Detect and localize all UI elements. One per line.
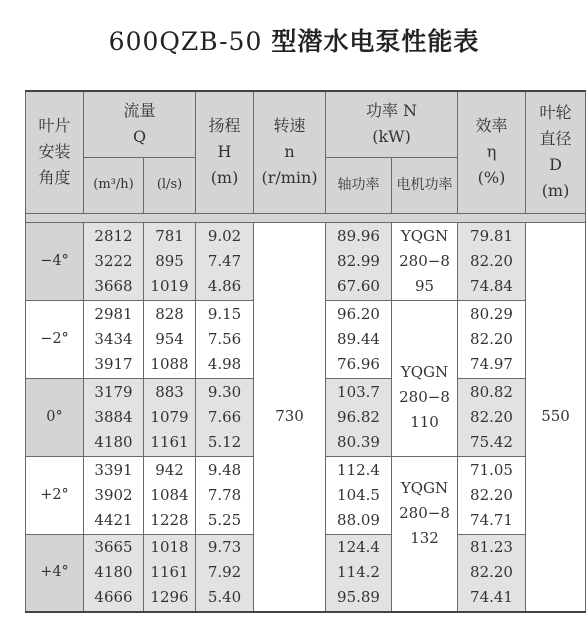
q-ls-cell: 781 895 1019	[144, 222, 196, 300]
header-motor-power: 电机功率	[392, 157, 458, 213]
header-impeller: 叶轮 直径 D (m)	[526, 91, 586, 213]
angle-cell: −4°	[26, 222, 84, 300]
q-ls-cell: 942 1084 1228	[144, 456, 196, 534]
impeller-value: 550	[526, 222, 586, 612]
header-speed: 转速 n (r/min)	[254, 91, 326, 213]
table-row	[26, 222, 586, 300]
angle-cell: 0°	[26, 378, 84, 456]
efficiency-cell: 79.81 82.20 74.84	[458, 222, 526, 300]
head-cell: 9.73 7.92 5.40	[196, 534, 254, 612]
motor-cell: YQGN 280−8 132	[392, 456, 458, 612]
efficiency-cell: 71.05 82.20 74.71	[458, 456, 526, 534]
motor-cell: YQGN 280−8 95	[392, 222, 458, 300]
q-m3h-cell: 3665 4180 4666	[84, 534, 144, 612]
efficiency-cell: 80.82 82.20 75.42	[458, 378, 526, 456]
q-ls-cell: 828 954 1088	[144, 300, 196, 378]
q-m3h-cell: 3391 3902 4421	[84, 456, 144, 534]
q-m3h-cell: 2812 3222 3668	[84, 222, 144, 300]
speed-value: 730	[254, 222, 326, 612]
efficiency-cell: 80.29 82.20 74.97	[458, 300, 526, 378]
page-title	[0, 22, 588, 58]
motor-cell: YQGN 280−8 110	[392, 300, 458, 456]
header-flow: 流量 Q	[84, 91, 196, 157]
header-power: 功率 N (kW)	[326, 91, 458, 157]
header-head: 扬程 H (m)	[196, 91, 254, 213]
header-shaft-power: 轴功率	[326, 157, 392, 213]
shaft-power-cell: 124.4 114.2 95.89	[326, 534, 392, 612]
header-flow-unit-m3: (m³/h)	[84, 157, 144, 213]
head-cell: 9.30 7.66 5.12	[196, 378, 254, 456]
angle-cell: −2°	[26, 300, 84, 378]
title-model: 600QZB-50	[108, 27, 263, 56]
angle-cell: +4°	[26, 534, 84, 612]
q-ls-cell: 883 1079 1161	[144, 378, 196, 456]
title-name: 型潜水电泵性能表	[271, 27, 480, 56]
header-blade-angle: 叶片 安装 角度	[26, 91, 84, 213]
head-cell: 9.48 7.78 5.25	[196, 456, 254, 534]
header-efficiency: 效率 η (%)	[458, 91, 526, 213]
shaft-power-cell: 112.4 104.5 88.09	[326, 456, 392, 534]
shaft-power-cell: 103.7 96.82 80.39	[326, 378, 392, 456]
shaft-power-cell: 89.96 82.99 67.60	[326, 222, 392, 300]
header-flow-unit-ls: (l/s)	[144, 157, 196, 213]
performance-table	[25, 90, 586, 613]
efficiency-cell: 81.23 82.20 74.41	[458, 534, 526, 612]
angle-cell: +2°	[26, 456, 84, 534]
shaft-power-cell: 96.20 89.44 76.96	[326, 300, 392, 378]
head-cell: 9.15 7.56 4.98	[196, 300, 254, 378]
q-m3h-cell: 2981 3434 3917	[84, 300, 144, 378]
q-ls-cell: 1018 1161 1296	[144, 534, 196, 612]
head-cell: 9.02 7.47 4.86	[196, 222, 254, 300]
q-m3h-cell: 3179 3884 4180	[84, 378, 144, 456]
